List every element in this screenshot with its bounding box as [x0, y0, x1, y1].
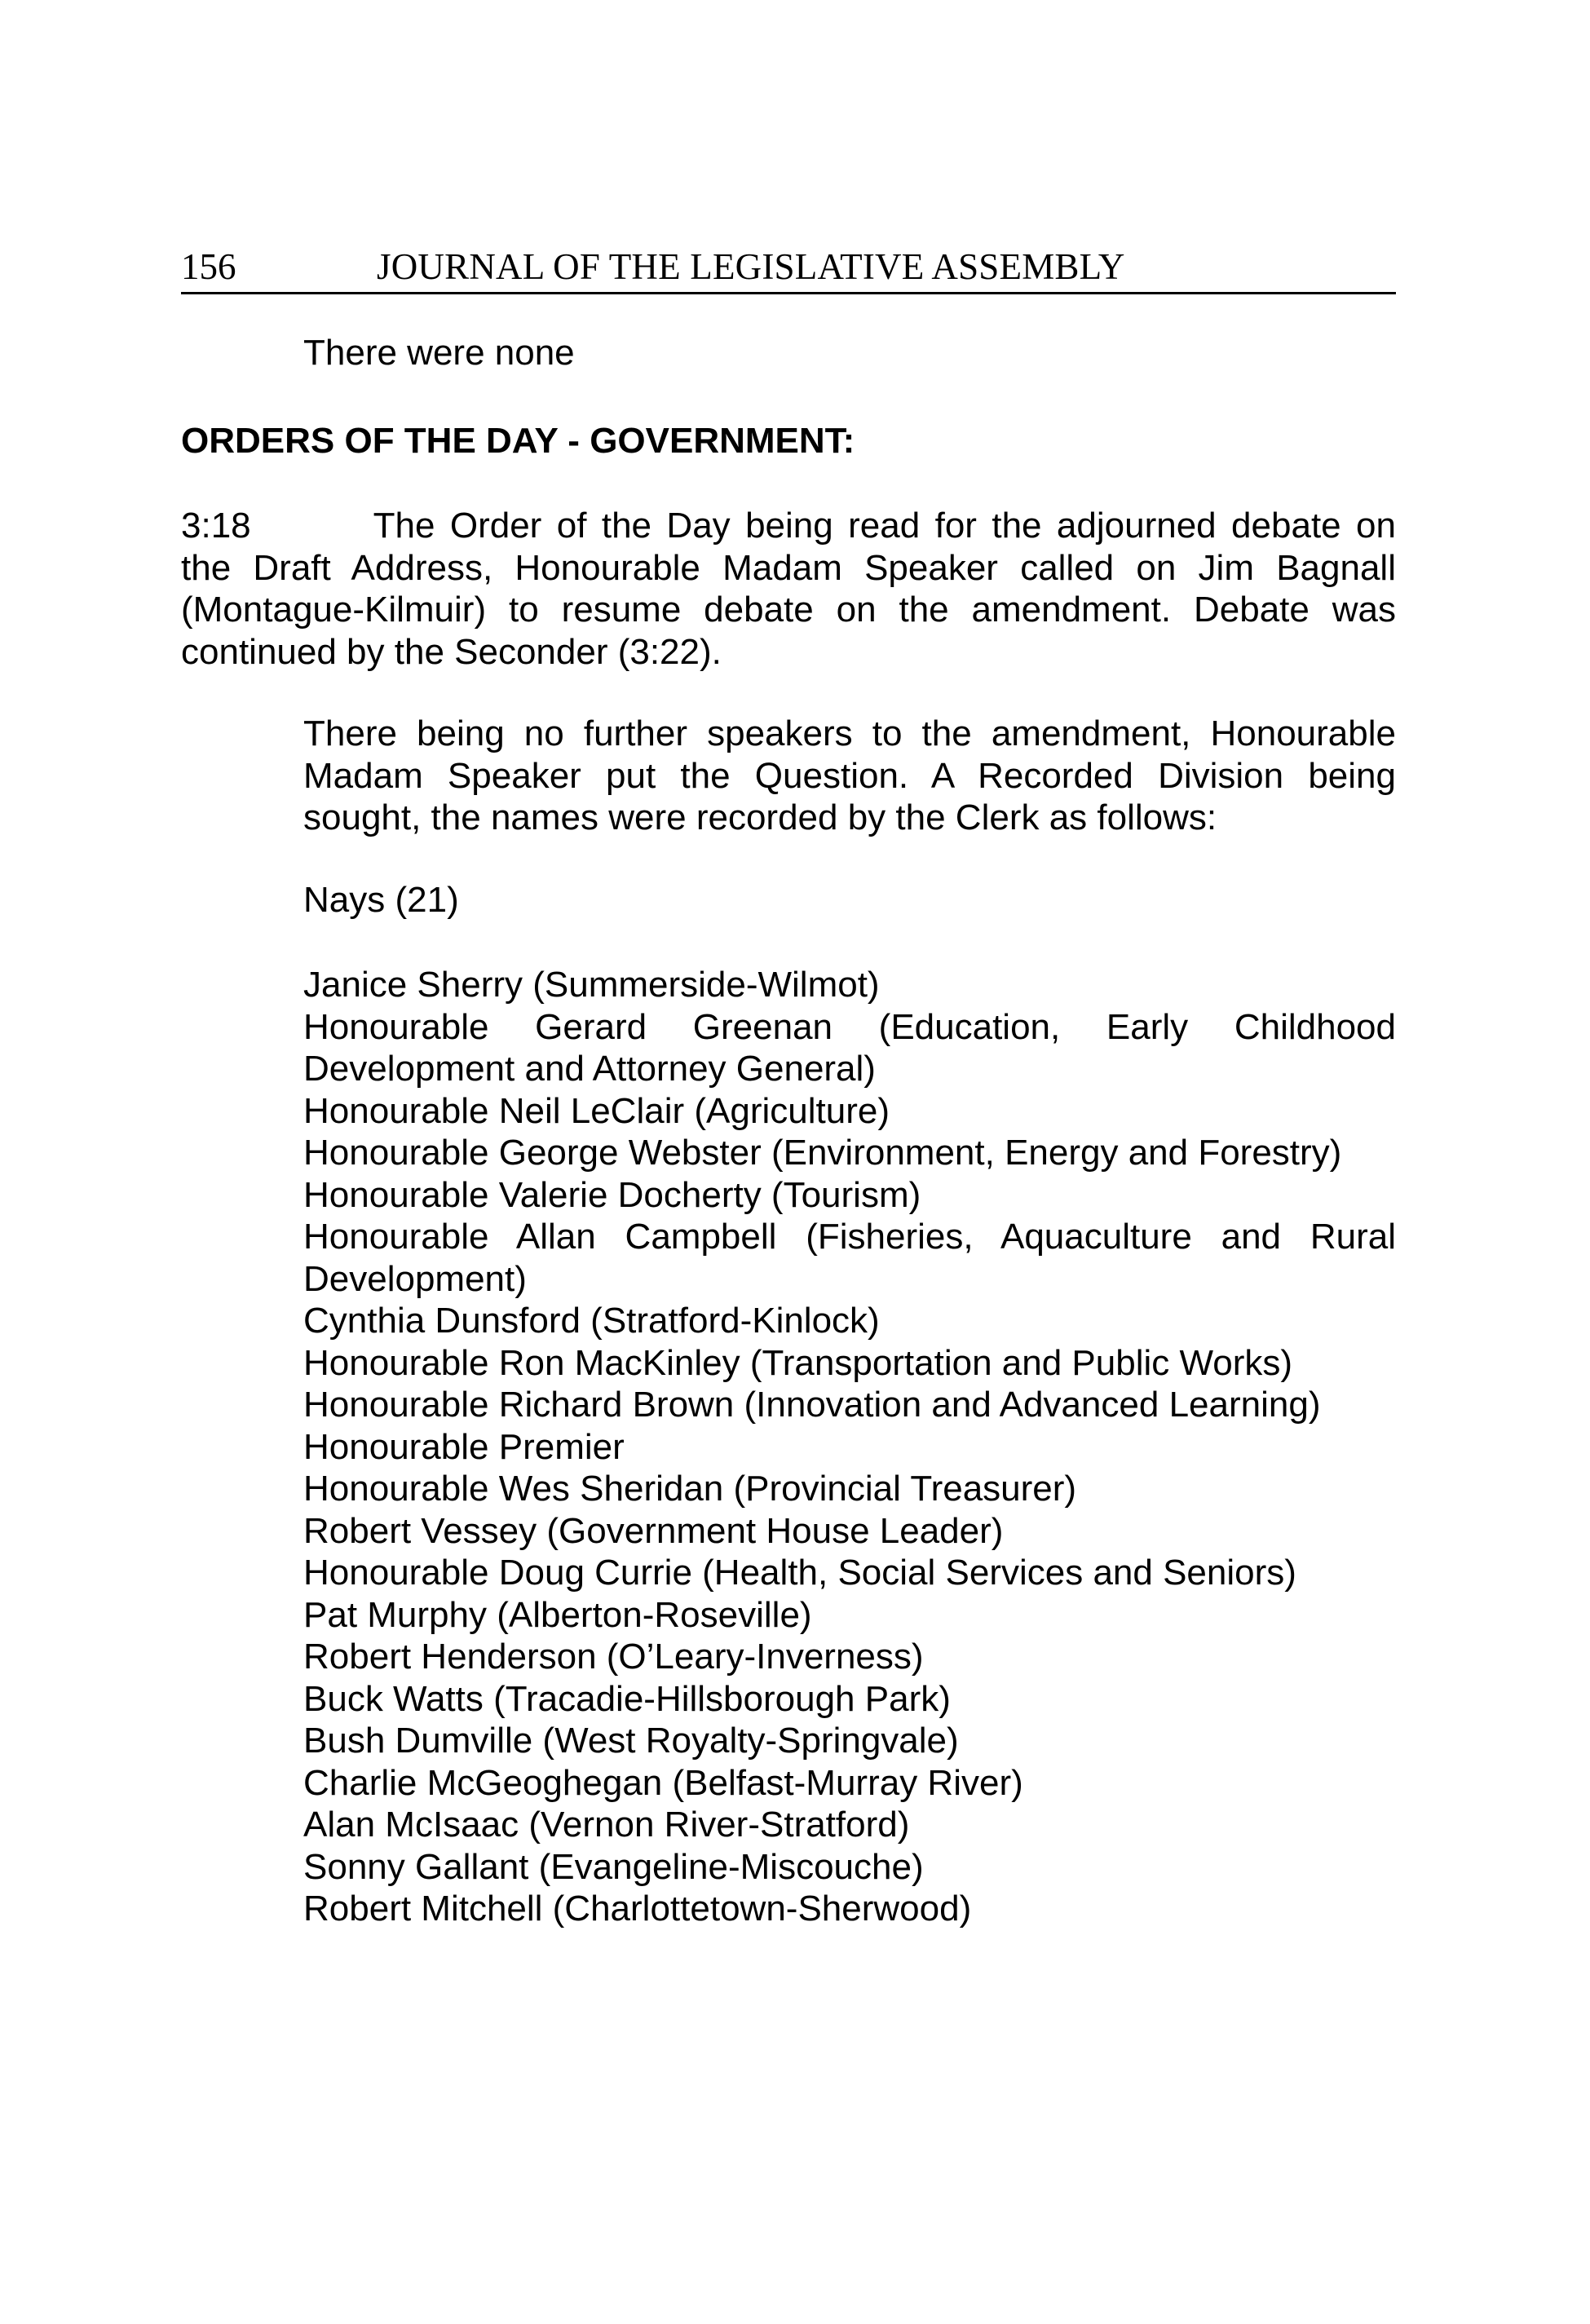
list-item: Robert Henderson (O’Leary-Inverness) — [303, 1637, 924, 1677]
list-item: Honourable Gerard Greenan (Education, Early Childhood Development and Attorney General) — [303, 1006, 1396, 1089]
journal-title: JOURNAL OF THE LEGISLATIVE ASSEMBLY — [377, 246, 1125, 287]
list-item: Honourable Premier — [303, 1426, 625, 1467]
order-entry — [181, 505, 1396, 673]
list-item: Honourable Neil LeClair (Agriculture) — [303, 1090, 890, 1131]
list-item: Honourable Doug Currie (Health, Social Services and Seniors) — [303, 1553, 1296, 1593]
list-item: Honourable Allan Campbell (Fisheries, Aquaculture and Rural Development) — [303, 1217, 1396, 1299]
page-header — [181, 241, 1396, 294]
nays-heading: Nays (21) — [303, 880, 459, 920]
list-item: Robert Mitchell (Charlottetown-Sherwood) — [303, 1889, 972, 1929]
nays-list — [303, 964, 1396, 1930]
list-item: Honourable Ron MacKinley (Transportation and Public Works) — [303, 1342, 1293, 1383]
entry-time: 3:18 — [181, 506, 251, 546]
list-item: Buck Watts (Tracadie-Hillsborough Park) — [303, 1678, 951, 1719]
none-line: There were none — [303, 333, 575, 373]
list-item: Cynthia Dunsford (Stratford-Kinlock) — [303, 1301, 880, 1341]
list-item: Honourable Valerie Docherty (Tourism) — [303, 1174, 921, 1215]
list-item: Charlie McGeoghegan (Belfast-Murray River) — [303, 1762, 1023, 1803]
list-item: Janice Sherry (Summerside-Wilmot) — [303, 965, 880, 1005]
page-number: 156 — [181, 246, 236, 287]
list-item: Bush Dumville (West Royalty-Springvale) — [303, 1721, 959, 1761]
list-item: Honourable George Webster (Environment, Energy and Forestry) — [303, 1133, 1342, 1173]
list-item: Pat Murphy (Alberton-Roseville) — [303, 1594, 812, 1635]
division-paragraph: There being no further speakers to the amendment, Honourable Madam Speaker put the Question. A Recorded Division being sought, the names were recorded by the Clerk as follows: — [303, 714, 1396, 837]
list-item: Honourable Richard Brown (Innovation and Advanced Learning) — [303, 1385, 1321, 1425]
list-item: Honourable Wes Sheridan (Provincial Treasurer) — [303, 1469, 1077, 1509]
list-item: Sonny Gallant (Evangeline-Miscouche) — [303, 1846, 924, 1887]
list-item: Alan McIsaac (Vernon River-Stratford) — [303, 1805, 910, 1845]
list-item: Robert Vessey (Government House Leader) — [303, 1510, 1004, 1551]
section-heading: ORDERS OF THE DAY - GOVERNMENT: — [181, 421, 855, 461]
entry-text: The Order of the Day being read for the adjourned debate on the Draft Address, Honourable Madam Speaker called on Jim Bagnall (Montague-Kilmuir) to resume debate on the amendment. Debate was continued by the Seconder (3:22). — [181, 506, 1396, 672]
